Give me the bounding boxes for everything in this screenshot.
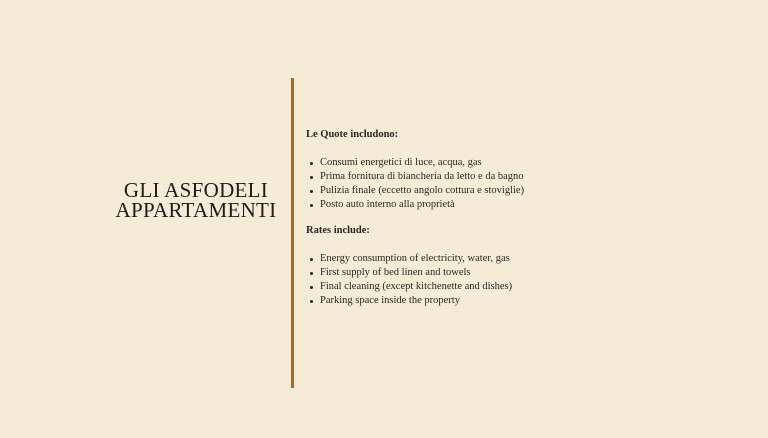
list-item: Final cleaning (except kitchenette and dishes) <box>320 280 746 294</box>
vertical-divider <box>291 78 294 388</box>
italian-heading: Le Quote includono: <box>306 129 399 140</box>
list-item: Consumi energetici di luce, acqua, gas <box>320 156 746 170</box>
english-list <box>306 252 746 308</box>
list-item: Prima fornitura di biancheria da letto e da bagno <box>320 170 746 184</box>
list-item: Pulizia finale (eccetto angolo cottura e stoviglie) <box>320 184 746 198</box>
list-item: First supply of bed linen and towels <box>320 266 746 280</box>
rates-section <box>306 128 746 308</box>
brand-title-line1: GLI ASFODELI <box>123 178 269 202</box>
list-item: Energy consumption of electricity, water, gas <box>320 252 746 266</box>
english-heading: Rates include: <box>306 225 370 236</box>
brand-title-line2: APPARTAMENTI <box>115 198 277 222</box>
brand-title <box>96 180 296 220</box>
italian-list <box>306 156 746 212</box>
list-item: Posto auto interno alla proprietà <box>320 198 746 212</box>
list-item: Parking space inside the property <box>320 294 746 308</box>
